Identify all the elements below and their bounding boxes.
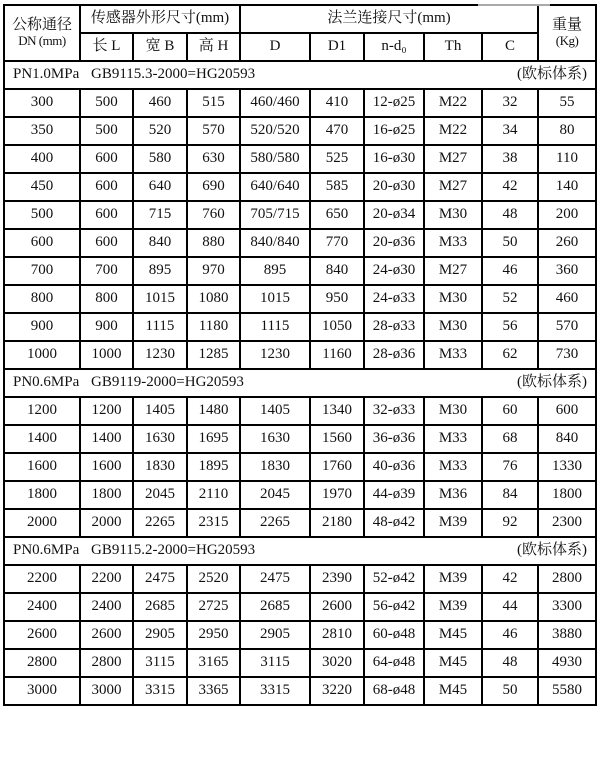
cell-weight: 110 (538, 145, 596, 173)
cell-c: 32 (482, 89, 538, 117)
cell-n-d0: 20-ø30 (364, 173, 424, 201)
cell-length-l: 2200 (80, 565, 133, 593)
cell-th: M30 (424, 397, 482, 425)
data-row-dn-900 (4, 313, 596, 341)
cell-d: 705/715 (240, 201, 310, 229)
cell-width-b: 580 (133, 145, 187, 173)
data-row-dn-1400 (4, 425, 596, 453)
cell-d1: 2390 (310, 565, 364, 593)
cell-dn: 1600 (4, 453, 80, 481)
cell-weight: 570 (538, 313, 596, 341)
cell-width-b: 2045 (133, 481, 187, 509)
cell-d: 1405 (240, 397, 310, 425)
cell-dn: 1400 (4, 425, 80, 453)
cell-height-h: 1080 (187, 285, 240, 313)
cell-c: 56 (482, 313, 538, 341)
col-header-weight (538, 5, 596, 61)
cell-d: 2685 (240, 593, 310, 621)
cell-width-b: 840 (133, 229, 187, 257)
cell-width-b: 640 (133, 173, 187, 201)
cell-dn: 600 (4, 229, 80, 257)
cell-d1: 410 (310, 89, 364, 117)
cell-width-b: 460 (133, 89, 187, 117)
cell-dn: 2000 (4, 509, 80, 537)
cell-height-h: 2315 (187, 509, 240, 537)
cell-d1: 650 (310, 201, 364, 229)
data-row-dn-500 (4, 201, 596, 229)
cell-c: 48 (482, 649, 538, 677)
cell-length-l: 2800 (80, 649, 133, 677)
data-row-dn-2200 (4, 565, 596, 593)
cell-dn: 900 (4, 313, 80, 341)
cell-height-h: 970 (187, 257, 240, 285)
cell-dn: 500 (4, 201, 80, 229)
cell-length-l: 1600 (80, 453, 133, 481)
cell-d: 640/640 (240, 173, 310, 201)
nominal-diameter-unit: DN (mm) (18, 33, 66, 49)
cell-weight: 730 (538, 341, 596, 369)
cell-d: 3315 (240, 677, 310, 705)
cell-th: M36 (424, 481, 482, 509)
cell-weight: 2300 (538, 509, 596, 537)
data-row-dn-600 (4, 229, 596, 257)
data-row-dn-800 (4, 285, 596, 313)
cell-width-b: 1630 (133, 425, 187, 453)
cell-n-d0: 40-ø36 (364, 453, 424, 481)
cell-n-d0: 24-ø33 (364, 285, 424, 313)
data-row-dn-2000 (4, 509, 596, 537)
cell-d: 460/460 (240, 89, 310, 117)
cell-width-b: 2475 (133, 565, 187, 593)
cell-dn: 300 (4, 89, 80, 117)
cell-height-h: 1480 (187, 397, 240, 425)
cell-d1: 2600 (310, 593, 364, 621)
cell-c: 50 (482, 677, 538, 705)
cell-c: 46 (482, 621, 538, 649)
cell-d1: 1160 (310, 341, 364, 369)
cell-c: 62 (482, 341, 538, 369)
cell-dn: 3000 (4, 677, 80, 705)
cell-d: 895 (240, 257, 310, 285)
data-row-dn-1200 (4, 397, 596, 425)
cell-n-d0: 64-ø48 (364, 649, 424, 677)
subcol-n-d0: n-d₀ (364, 33, 424, 61)
cell-weight: 80 (538, 117, 596, 145)
cell-length-l: 600 (80, 201, 133, 229)
cell-width-b: 2265 (133, 509, 187, 537)
cell-c: 44 (482, 593, 538, 621)
cell-c: 34 (482, 117, 538, 145)
cell-d1: 525 (310, 145, 364, 173)
cell-th: M39 (424, 565, 482, 593)
cell-c: 46 (482, 257, 538, 285)
cell-th: M33 (424, 453, 482, 481)
subcol-width-b: 宽 B (133, 33, 187, 61)
cell-n-d0: 52-ø42 (364, 565, 424, 593)
cell-d1: 585 (310, 173, 364, 201)
cell-length-l: 2000 (80, 509, 133, 537)
cell-th: M39 (424, 593, 482, 621)
cell-d1: 1050 (310, 313, 364, 341)
cell-d: 2475 (240, 565, 310, 593)
cell-c: 50 (482, 229, 538, 257)
cell-height-h: 760 (187, 201, 240, 229)
data-row-dn-700 (4, 257, 596, 285)
cell-height-h: 515 (187, 89, 240, 117)
cell-length-l: 600 (80, 173, 133, 201)
cell-weight: 360 (538, 257, 596, 285)
cell-n-d0: 60-ø48 (364, 621, 424, 649)
standard-system-note: (欧标体系) (517, 374, 588, 391)
cell-dn: 1000 (4, 341, 80, 369)
data-row-dn-2400 (4, 593, 596, 621)
cell-d: 1015 (240, 285, 310, 313)
cell-width-b: 1405 (133, 397, 187, 425)
cell-c: 76 (482, 453, 538, 481)
standard-code: GB9115.3-2000=HG20593 (91, 66, 256, 83)
header-row-groups (4, 5, 596, 33)
cell-width-b: 2685 (133, 593, 187, 621)
cell-d: 1115 (240, 313, 310, 341)
cell-d1: 950 (310, 285, 364, 313)
standard-system-note: (欧标体系) (517, 66, 588, 83)
cell-d1: 2180 (310, 509, 364, 537)
cell-th: M30 (424, 313, 482, 341)
cell-d: 2045 (240, 481, 310, 509)
cell-height-h: 2950 (187, 621, 240, 649)
section-header-row (4, 369, 596, 397)
cell-dn: 400 (4, 145, 80, 173)
cell-width-b: 1115 (133, 313, 187, 341)
cell-th: M45 (424, 677, 482, 705)
subcol-c: C (482, 33, 538, 61)
cell-d1: 2810 (310, 621, 364, 649)
cell-weight: 1800 (538, 481, 596, 509)
cell-weight: 840 (538, 425, 596, 453)
col-header-nominal-diameter (4, 5, 80, 61)
cell-height-h: 1180 (187, 313, 240, 341)
cell-weight: 3300 (538, 593, 596, 621)
section-header-cell (4, 537, 596, 565)
cell-d1: 840 (310, 257, 364, 285)
data-row-dn-1800 (4, 481, 596, 509)
cell-d: 2265 (240, 509, 310, 537)
cell-d1: 3020 (310, 649, 364, 677)
cell-c: 38 (482, 145, 538, 173)
cell-length-l: 800 (80, 285, 133, 313)
cell-weight: 1330 (538, 453, 596, 481)
cell-weight: 3880 (538, 621, 596, 649)
cell-length-l: 900 (80, 313, 133, 341)
cell-dn: 2400 (4, 593, 80, 621)
header-row-subcolumns (4, 33, 596, 61)
cell-weight: 200 (538, 201, 596, 229)
cell-weight: 2800 (538, 565, 596, 593)
cell-length-l: 1200 (80, 397, 133, 425)
cell-c: 84 (482, 481, 538, 509)
cell-dn: 450 (4, 173, 80, 201)
cell-th: M27 (424, 257, 482, 285)
cell-d: 2905 (240, 621, 310, 649)
cell-n-d0: 56-ø42 (364, 593, 424, 621)
data-row-dn-1000 (4, 341, 596, 369)
cell-n-d0: 16-ø30 (364, 145, 424, 173)
cell-d1: 470 (310, 117, 364, 145)
cell-n-d0: 20-ø34 (364, 201, 424, 229)
cell-height-h: 1695 (187, 425, 240, 453)
cell-length-l: 3000 (80, 677, 133, 705)
pressure-rating: PN1.0MPa (13, 66, 80, 83)
cell-n-d0: 32-ø33 (364, 397, 424, 425)
cell-n-d0: 24-ø30 (364, 257, 424, 285)
cell-dn: 2800 (4, 649, 80, 677)
cell-height-h: 1285 (187, 341, 240, 369)
cell-th: M33 (424, 341, 482, 369)
cell-weight: 260 (538, 229, 596, 257)
cell-length-l: 2400 (80, 593, 133, 621)
cell-weight: 55 (538, 89, 596, 117)
cell-width-b: 715 (133, 201, 187, 229)
cell-n-d0: 28-ø33 (364, 313, 424, 341)
pressure-rating: PN0.6MPa (13, 542, 80, 559)
cell-weight: 5580 (538, 677, 596, 705)
data-row-dn-3000 (4, 677, 596, 705)
cell-height-h: 2520 (187, 565, 240, 593)
cell-height-h: 2110 (187, 481, 240, 509)
cell-d: 1630 (240, 425, 310, 453)
pressure-rating: PN0.6MPa (13, 374, 80, 391)
cell-dn: 700 (4, 257, 80, 285)
cell-d1: 1760 (310, 453, 364, 481)
page-crop-artifact (478, 4, 550, 6)
cell-th: M33 (424, 425, 482, 453)
cell-n-d0: 28-ø36 (364, 341, 424, 369)
section-header-cell (4, 369, 596, 397)
section-header-content (13, 66, 587, 83)
cell-height-h: 630 (187, 145, 240, 173)
cell-length-l: 1800 (80, 481, 133, 509)
cell-dn: 800 (4, 285, 80, 313)
subcol-length-l: 长 L (80, 33, 133, 61)
cell-height-h: 690 (187, 173, 240, 201)
cell-width-b: 3115 (133, 649, 187, 677)
cell-d1: 1560 (310, 425, 364, 453)
cell-width-b: 2905 (133, 621, 187, 649)
cell-height-h: 3365 (187, 677, 240, 705)
cell-n-d0: 12-ø25 (364, 89, 424, 117)
section-header-cell (4, 61, 596, 89)
cell-d: 580/580 (240, 145, 310, 173)
col-group-sensor-dimensions: 传感器外形尺寸(mm) (80, 5, 240, 33)
cell-d1: 1970 (310, 481, 364, 509)
cell-d: 520/520 (240, 117, 310, 145)
cell-weight: 140 (538, 173, 596, 201)
cell-height-h: 880 (187, 229, 240, 257)
cell-d: 840/840 (240, 229, 310, 257)
cell-weight: 460 (538, 285, 596, 313)
cell-d: 3115 (240, 649, 310, 677)
cell-th: M45 (424, 649, 482, 677)
cell-c: 48 (482, 201, 538, 229)
cell-dn: 2600 (4, 621, 80, 649)
data-row-dn-350 (4, 117, 596, 145)
cell-height-h: 1895 (187, 453, 240, 481)
data-row-dn-400 (4, 145, 596, 173)
subcol-d1: D1 (310, 33, 364, 61)
cell-length-l: 1400 (80, 425, 133, 453)
cell-width-b: 1830 (133, 453, 187, 481)
col-group-flange-dimensions: 法兰连接尺寸(mm) (240, 5, 538, 33)
cell-width-b: 1230 (133, 341, 187, 369)
cell-dn: 2200 (4, 565, 80, 593)
cell-n-d0: 48-ø42 (364, 509, 424, 537)
subcol-th: Th (424, 33, 482, 61)
cell-length-l: 1000 (80, 341, 133, 369)
weight-unit: (Kg) (555, 33, 579, 49)
cell-d1: 3220 (310, 677, 364, 705)
weight-label: 重量 (552, 16, 583, 33)
nominal-diameter-label: 公称通径 (11, 16, 72, 33)
cell-height-h: 570 (187, 117, 240, 145)
data-row-dn-1600 (4, 453, 596, 481)
standard-code: GB9119-2000=HG20593 (91, 374, 244, 391)
section-header-row (4, 537, 596, 565)
cell-length-l: 2600 (80, 621, 133, 649)
cell-th: M45 (424, 621, 482, 649)
standard-code: GB9115.2-2000=HG20593 (91, 542, 256, 559)
cell-n-d0: 68-ø48 (364, 677, 424, 705)
cell-d1: 1340 (310, 397, 364, 425)
cell-c: 42 (482, 565, 538, 593)
cell-c: 52 (482, 285, 538, 313)
cell-height-h: 2725 (187, 593, 240, 621)
data-row-dn-300 (4, 89, 596, 117)
cell-length-l: 500 (80, 117, 133, 145)
cell-dn: 350 (4, 117, 80, 145)
cell-n-d0: 44-ø39 (364, 481, 424, 509)
cell-th: M27 (424, 173, 482, 201)
cell-length-l: 700 (80, 257, 133, 285)
cell-dn: 1800 (4, 481, 80, 509)
cell-d: 1830 (240, 453, 310, 481)
cell-c: 42 (482, 173, 538, 201)
cell-length-l: 500 (80, 89, 133, 117)
cell-weight: 600 (538, 397, 596, 425)
cell-width-b: 520 (133, 117, 187, 145)
section-header-content (13, 374, 587, 391)
cell-th: M22 (424, 117, 482, 145)
cell-th: M27 (424, 145, 482, 173)
standard-system-note: (欧标体系) (517, 542, 588, 559)
subcol-d: D (240, 33, 310, 61)
section-header-content (13, 542, 587, 559)
cell-length-l: 600 (80, 229, 133, 257)
cell-dn: 1200 (4, 397, 80, 425)
cell-th: M33 (424, 229, 482, 257)
data-row-dn-2800 (4, 649, 596, 677)
cell-c: 92 (482, 509, 538, 537)
cell-width-b: 3315 (133, 677, 187, 705)
subcol-height-h: 高 H (187, 33, 240, 61)
cell-th: M30 (424, 201, 482, 229)
cell-th: M30 (424, 285, 482, 313)
data-row-dn-2600 (4, 621, 596, 649)
flange-spec-table (3, 4, 597, 706)
cell-n-d0: 16-ø25 (364, 117, 424, 145)
cell-n-d0: 20-ø36 (364, 229, 424, 257)
cell-c: 68 (482, 425, 538, 453)
cell-length-l: 600 (80, 145, 133, 173)
cell-n-d0: 36-ø36 (364, 425, 424, 453)
cell-d1: 770 (310, 229, 364, 257)
cell-width-b: 1015 (133, 285, 187, 313)
cell-weight: 4930 (538, 649, 596, 677)
cell-th: M22 (424, 89, 482, 117)
cell-d: 1230 (240, 341, 310, 369)
spec-sheet-page (0, 4, 600, 760)
cell-th: M39 (424, 509, 482, 537)
cell-width-b: 895 (133, 257, 187, 285)
cell-c: 60 (482, 397, 538, 425)
data-row-dn-450 (4, 173, 596, 201)
section-header-row (4, 61, 596, 89)
cell-height-h: 3165 (187, 649, 240, 677)
